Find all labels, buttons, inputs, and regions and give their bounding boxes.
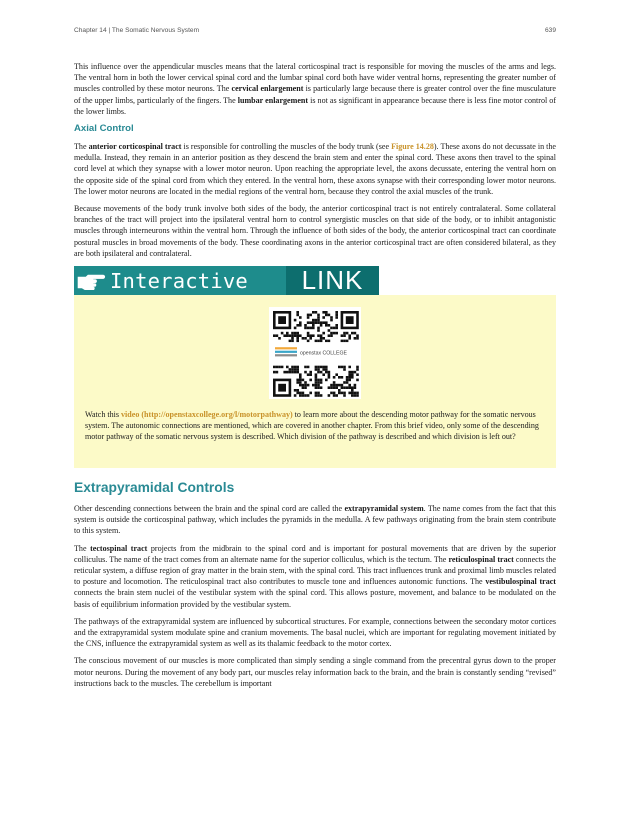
axial-control-heading: Axial Control <box>74 123 134 135</box>
page-number: 639 <box>544 27 556 34</box>
paragraph-tracts: The tectospinal tract projects from the midbrain to the spinal cord and is important for postural movements that are driven by the superior colliculus. The name of the tract comes from an alternate name for the superior colliculus, which is the tectum. The reticulospinal tract connects the reticular system, a diffuse region of gray matter in the brain stem, with the spinal cord. This tract influences trunk and proximal limb muscles related to posture and locomotion. The reticulospinal tract also contributes to muscle tone and influences autonomic functions. The vestibulospinal tract connects the brain stem nuclei of the vestibular system with the spinal cord. This allows posture, movement, and balance to be modulated on the basis of equilibrium information provided by the vestibular system. <box>74 543 557 609</box>
term-vestibulospinal: vestibulospinal tract <box>485 577 556 587</box>
video-link[interactable]: video (http://openstaxcollege.org/l/motorpathway) <box>121 410 293 420</box>
term-extrapyramidal-system: extrapyramidal system <box>344 504 424 514</box>
interactive-link-banner <box>74 266 379 295</box>
chapter-title: Chapter 14 | The Somatic Nervous System <box>74 27 200 34</box>
openstax-logo-icon: openstax COLLEGE <box>300 350 348 357</box>
banner-link-text: LINK <box>286 266 379 295</box>
paragraph-appendicular: This influence over the appendicular muscles means that the lateral corticospinal tract is responsible for moving the muscles of the arms and legs. The ventral horn in both the lower cervical spinal cord and the lumbar spinal cord both have wider ventral horns, representing the greater number of muscles controlled by these motor neurons. The cervical enlargement is particularly large because there is greater control over the fine musculature of the upper limbs, particularly of the fingers. The lumbar enlargement is not as significant in appearance because there is less fine motor control of the lower limbs. <box>74 62 556 116</box>
extrapyramidal-heading: Extrapyramidal Controls <box>74 480 235 496</box>
paragraph-subcortical: The pathways of the extrapyramidal system are influenced by subcortical structures. For example, connections between the secondary motor cortices and the extrapyramidal system modulate spine and cranium movements. The basal nuclei, which are important for regulating movement initiated by the CNS, influence the extrapyramidal system as well as its thalamic feedback to the motor cortex. <box>74 616 556 649</box>
main-content <box>74 61 556 695</box>
paragraph-extrapyramidal: Other descending connections between the brain and the spinal cord are called the extrapyramidal system. The name comes from the fact that this system is outside the corticospinal pathway, which includes the pyramids in the medulla. A few pathways originating from the brain stem contribute to this system. <box>74 504 557 536</box>
qr-code-icon[interactable] <box>269 307 361 399</box>
qr-graphic <box>269 307 361 399</box>
running-header <box>74 27 556 34</box>
interactive-link-text: Watch this video (http://openstaxcollege.org/l/motorpathway) to learn more about the descending motor pathway for the somatic nervous system. The autonomic connections are mentioned, which are covered in another chapter. From this brief video, only some of the descending motor pathway of the somatic nervous system is described. Which division of the pathway is described and which division is left out? <box>85 410 539 442</box>
term-lumbar-enlargement: lumbar enlargement <box>237 95 309 105</box>
term-reticulospinal: reticulospinal tract <box>448 554 514 564</box>
term-anterior-corticospinal: anterior corticospinal tract <box>88 142 182 152</box>
pointing-hand-icon <box>74 266 108 295</box>
paragraph-conscious-movement: The conscious movement of our muscles is more complicated than simply sending a single command from the precentral gyrus down to the proper motor neurons. During the movement of any body part, our muscles relay information back to the brain, and the brain is constantly sending “revised” instructions back to the muscles. The cerebellum is important <box>74 656 556 688</box>
paragraph-bilateral: Because movements of the body trunk involve both sides of the body, the anterior corticospinal tract is not entirely contralateral. Some collateral branches of the tract will project into the ipsilateral ventral horn to control synergistic muscles on that side of the body, or to inhibit antagonistic muscles through interneurons within the ventral horn. Through the influence of both sides of the body, the anterior corticospinal tract can coordinate postural muscles in broad movements of the body. These coordinating axons in the anterior corticospinal tract are often considered bilateral, as they are both ipsilateral and contralateral. <box>74 204 556 258</box>
banner-interactive-text: Interactive <box>110 268 248 293</box>
figure-link[interactable]: Figure 14.28 <box>391 142 434 152</box>
interactive-link-box <box>74 295 556 468</box>
term-tectospinal: tectospinal tract <box>90 543 148 553</box>
banner-left <box>74 266 286 295</box>
paragraph-anterior-tract: The anterior corticospinal tract is responsible for controlling the muscles of the body trunk (see Figure 14.28). These axons do not decussate in the medulla. Instead, they remain in an anterior position as they descend the brain stem and enter the spinal cord. These axons then travel to the spinal cord level at which they synapse with a lower motor neuron. Upon reaching the appropriate level, the axons decussate, entering the ventral horn on the opposite side of the spinal cord from which they entered. In the ventral horn, these axons synapse with their corresponding lower motor neurons. The lower motor neurons are located in the medial regions of the ventral horn, because they control the axial muscles of the trunk. <box>74 142 556 196</box>
term-cervical-enlargement: cervical enlargement <box>231 84 304 94</box>
